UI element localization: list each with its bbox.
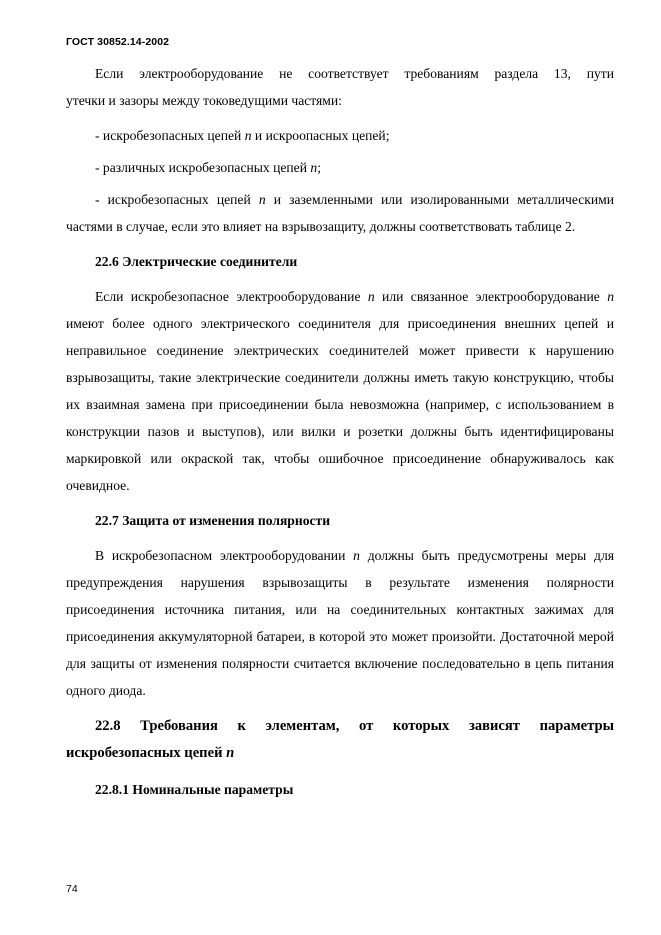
list-item: - искробезопасных цепей n и искроопасных цепей;	[95, 128, 390, 143]
list-item: - искробезопасных цепей n и заземленными или изолированными металлическими частями в случае, если это влияет на взрывозащиту, должны соответствовать таблице 2.	[66, 192, 614, 234]
subsection-heading: 22.8.1 Номинальные параметры	[95, 782, 294, 797]
list-item: - различных искробезопасных цепей n;	[95, 160, 321, 175]
section-heading: 22.6 Электрические соединители	[95, 254, 298, 269]
paragraph-line: утечки и зазоры между токоведущими частями:	[66, 93, 342, 108]
section-heading: 22.7 Защита от изменения полярности	[95, 513, 331, 528]
paragraph-line: Если электрооборудование не соответствует требованиям раздела 13, пути	[95, 66, 614, 81]
paragraph: Если искробезопасное электрооборудование n или связанное электрооборудование n имеют более одного электрического соединителя для присоединения внешних цепей и неправильное соединение электрических соединителей может привести к нарушению взрывозащиты, такие электрические соединители должны иметь такую конструкцию, чтобы их взаимная замена при присоединении была невозможна (например, с использованием в конструкции пазов и выступов), или вилки и розетки должны быть идентифицированы маркировкой или окраской так, чтобы ошибочное присоединение обнаруживалось как очевидное.	[66, 289, 614, 493]
page-number: 74	[66, 883, 78, 895]
page-content	[66, 60, 614, 803]
section-heading: 22.8 Требования к элементам, от которых зависят параметры искробезопасных цепей n	[66, 718, 614, 761]
document-header: ГОСТ 30852.14-2002	[66, 36, 170, 48]
paragraph: В искробезопасном электрооборудовании n должны быть предусмотрены меры для предупреждения нарушения взрывозащиты в результате изменения полярности присоединения источника питания, или на соединительных контактных зажимах для присоединения аккумуляторной батареи, в которой это может произойти. Достаточной мерой для защиты от изменения полярности считается включение последовательно в цепь питания одного диода.	[66, 548, 614, 698]
